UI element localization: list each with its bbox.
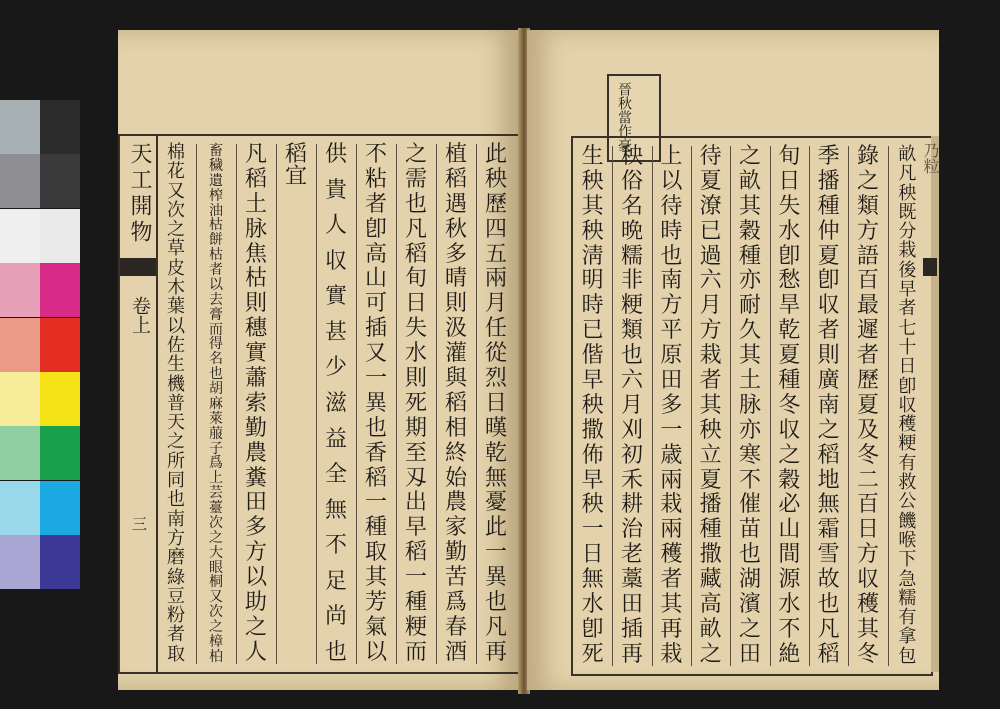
fishtail-mark-right — [923, 258, 937, 276]
column-rule — [888, 146, 889, 666]
column-rule — [770, 146, 771, 666]
left-page-column: 棉 花 又 次 之 草 皮 木 葉 以 佐 生 機 普 天 之 所 同 也 南 方 磨 綠 豆 粉 者 取 — [167, 142, 185, 665]
left-page-frame — [118, 134, 520, 674]
right-page-frame — [571, 136, 933, 676]
left-page-column: 凡 稻 土 脉 焦 枯 則 穗 實 蕭 索 勤 農 糞 田 多 方 以 助 之 人 — [244, 142, 267, 665]
column-rule — [848, 146, 849, 666]
right-page-column: 之 畝 其 穀 種 亦 耐 久 其 土 脉 亦 寒 不 催 苗 也 湖 濱 之 田 — [738, 144, 761, 667]
color-swatch — [0, 481, 40, 535]
color-swatch — [40, 209, 80, 263]
folio-number: 三 — [130, 516, 148, 531]
right-page-column: 秧 俗 名 晩 糯 非 粳 類 也 六 月 刈 初 禾 耕 治 老 藁 田 插 再 — [620, 144, 643, 667]
title-strip — [120, 136, 158, 672]
column-rule — [396, 144, 397, 664]
color-swatch — [0, 535, 40, 589]
right-page-column: 待 夏 潦 已 過 六 月 方 栽 者 其 秧 立 夏 播 種 撒 藏 高 畝 之 — [699, 144, 722, 667]
right-page — [527, 30, 939, 690]
right-page-column: 上 以 待 時 也 南 方 平 原 田 多 一 歳 兩 栽 兩 穫 者 其 再 栽 — [660, 144, 683, 667]
color-swatch — [40, 100, 80, 154]
left-page-column: 此 秧 歷 四 五 兩 月 任 從 烈 日 暵 乾 無 憂 此 一 異 也 凡 再 — [484, 142, 507, 665]
left-page-column: 畜 穢 遺 榨 油 枯 餅 枯 者 以 去 膏 而 得 名 也 胡 麻 萊 菔 子 爲 上 芸 薹 次 之 大 眼 桐 又 次 之 樟 柏 — [209, 143, 223, 665]
right-tab-label: 乃粒 — [921, 142, 940, 174]
column-rule — [316, 144, 317, 664]
color-swatch — [0, 154, 40, 208]
right-page-column: 生 秧 其 秧 淸 明 時 已 偕 早 秧 撒 佈 早 秧 一 日 無 水 卽 死 — [581, 144, 604, 667]
page-edge — [931, 136, 939, 672]
right-page-column: 畝 凡 秧 既 分 栽 後 早 者 七 十 日 卽 収 穫 粳 有 救 公 饑 喉 下 急 糯 有 拿 包 — [898, 144, 917, 667]
column-rule — [809, 146, 810, 666]
header-note: 晉秋當作豪 — [616, 82, 632, 152]
right-page-column: 錄 之 類 方 語 百 最 遲 者 歷 夏 及 冬 二 百 日 方 収 穫 其 冬 — [856, 144, 879, 667]
column-rule — [652, 146, 653, 666]
column-rule — [276, 144, 277, 664]
color-swatch — [40, 263, 80, 317]
color-swatch — [0, 263, 40, 317]
color-swatch — [40, 426, 80, 480]
left-text-columns — [156, 144, 518, 664]
left-page — [118, 30, 520, 690]
left-page-column: 不 粘 者 卽 高 山 可 插 又 一 異 也 香 稻 一 種 取 其 芳 氣 以 — [364, 142, 387, 665]
column-rule — [236, 144, 237, 664]
color-swatch — [0, 426, 40, 480]
column-rule — [196, 144, 197, 664]
color-swatch — [0, 100, 40, 154]
color-swatch — [40, 154, 80, 208]
left-page-column: 供 貴 人 収 實 甚 少 滋 益 全 無 不 足 尚 也 — [324, 142, 347, 665]
color-calibration-card — [0, 100, 80, 590]
book-title: 天工開物 — [127, 142, 152, 246]
column-rule — [476, 144, 477, 664]
color-swatch — [40, 481, 80, 535]
left-page-column: 稻 宜 — [284, 142, 307, 189]
column-rule — [612, 146, 613, 666]
color-swatch — [40, 318, 80, 372]
volume-label: 卷上 — [129, 296, 151, 334]
column-rule — [436, 144, 437, 664]
left-page-column: 之 需 也 凡 稻 旬 日 失 水 則 死 期 至 刄 出 早 稻 一 種 粳 而 — [404, 142, 427, 665]
column-rule — [356, 144, 357, 664]
right-page-column: 旬 日 失 水 卽 愁 旱 乾 夏 種 冬 収 之 穀 必 山 間 源 水 不 絶 — [778, 144, 801, 667]
color-swatch — [0, 372, 40, 426]
fishtail-mark-top — [120, 258, 156, 276]
left-page-column: 植 稻 遇 秋 多 晴 則 汲 灌 與 稻 相 終 始 農 家 勤 苦 爲 春 酒 — [444, 142, 467, 665]
color-swatch — [40, 535, 80, 589]
color-swatch — [0, 318, 40, 372]
right-text-columns — [573, 146, 931, 666]
color-swatch — [0, 209, 40, 263]
right-page-column: 季 播 種 仲 夏 卽 収 者 則 廣 南 之 稻 地 無 霜 雪 故 也 凡 稻 — [817, 144, 840, 667]
column-rule — [730, 146, 731, 666]
column-rule — [691, 146, 692, 666]
color-swatch — [40, 372, 80, 426]
